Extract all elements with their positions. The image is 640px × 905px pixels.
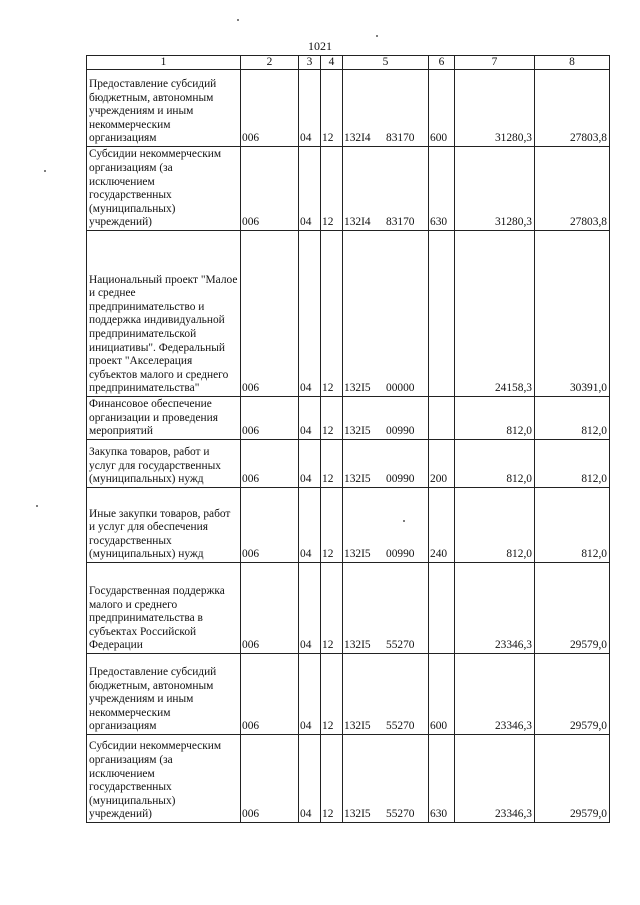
- row-name: Национальный проект "Малое и среднее предпринимательство и поддержка индивидуальной предпринимательской инициативы". Федеральный проект "Акселерация субъектов малого и среднего предпринимательства": [87, 231, 241, 397]
- table-row: [87, 488, 610, 563]
- row-name: Иные закупки товаров, работ и услуг для обеспечения государственных (муниципальных) нужд: [87, 488, 241, 563]
- cell-col7: 23346,3: [455, 735, 535, 823]
- cell-col5: [343, 147, 429, 231]
- cell-col2: 006: [241, 70, 299, 147]
- cell-col2: 006: [241, 488, 299, 563]
- csr-code-part2: 83170: [386, 216, 415, 229]
- csr-code-part2: 00000: [386, 382, 415, 395]
- cell-col3: 04: [299, 654, 321, 735]
- scan-speck: [237, 19, 239, 21]
- header-cell: 1: [87, 56, 241, 70]
- cell-col3: 04: [299, 735, 321, 823]
- cell-col6: 240: [429, 488, 455, 563]
- cell-col4: 12: [321, 488, 343, 563]
- cell-col6: 630: [429, 735, 455, 823]
- csr-code-part2: 83170: [386, 132, 415, 145]
- csr-code-part2: 00990: [386, 548, 415, 561]
- header-cell: 5: [343, 56, 429, 70]
- cell-col6: 600: [429, 654, 455, 735]
- cell-col7: 23346,3: [455, 654, 535, 735]
- cell-col6: [429, 231, 455, 397]
- cell-col5: [343, 563, 429, 654]
- row-name: Предоставление субсидий бюджетным, автономным учреждениям и иным некоммерческим организациям: [87, 654, 241, 735]
- scan-speck: [376, 35, 378, 37]
- cell-col6: [429, 397, 455, 440]
- cell-col2: 006: [241, 735, 299, 823]
- row-name: Субсидии некоммерческим организациям (за исключением государственных (муниципальных) учреждений): [87, 735, 241, 823]
- cell-col6: 630: [429, 147, 455, 231]
- cell-col8: 29579,0: [535, 563, 610, 654]
- row-name: Закупка товаров, работ и услуг для государственных (муниципальных) нужд: [87, 440, 241, 488]
- cell-col5: [343, 397, 429, 440]
- cell-col3: 04: [299, 563, 321, 654]
- table-row: [87, 563, 610, 654]
- csr-code-part1: 132I5: [344, 473, 371, 486]
- header-cell: 4: [321, 56, 343, 70]
- csr-code-part1: 132I4: [344, 132, 371, 145]
- cell-col7: 31280,3: [455, 70, 535, 147]
- cell-col5: [343, 654, 429, 735]
- table-row: [87, 70, 610, 147]
- cell-col5: [343, 231, 429, 397]
- cell-col5: [343, 440, 429, 488]
- cell-col4: 12: [321, 147, 343, 231]
- cell-col4: 12: [321, 397, 343, 440]
- cell-col8: 812,0: [535, 440, 610, 488]
- cell-col2: 006: [241, 654, 299, 735]
- csr-code-part1: 132I5: [344, 425, 371, 438]
- page-number: 1021: [308, 39, 332, 53]
- csr-code-part2: 55270: [386, 720, 415, 733]
- cell-col2: 006: [241, 563, 299, 654]
- cell-col4: 12: [321, 563, 343, 654]
- cell-col7: 23346,3: [455, 563, 535, 654]
- cell-col6: [429, 563, 455, 654]
- budget-table: [86, 55, 610, 823]
- cell-col5: [343, 488, 429, 563]
- cell-col8: 29579,0: [535, 735, 610, 823]
- cell-col4: 12: [321, 735, 343, 823]
- table-row: [87, 231, 610, 397]
- csr-code-part2: 00990: [386, 425, 415, 438]
- cell-col6: 200: [429, 440, 455, 488]
- cell-col3: 04: [299, 70, 321, 147]
- cell-col2: 006: [241, 397, 299, 440]
- csr-code-part1: 132I5: [344, 639, 371, 652]
- cell-col8: 812,0: [535, 397, 610, 440]
- scan-speck: [44, 170, 46, 172]
- table-header-row: [87, 56, 610, 70]
- row-name: Предоставление субсидий бюджетным, автономным учреждениям и иным некоммерческим организациям: [87, 70, 241, 147]
- scan-speck: [36, 505, 38, 507]
- cell-col3: 04: [299, 231, 321, 397]
- cell-col2: 006: [241, 440, 299, 488]
- cell-col3: 04: [299, 147, 321, 231]
- cell-col3: 04: [299, 440, 321, 488]
- cell-col4: 12: [321, 440, 343, 488]
- cell-col2: 006: [241, 147, 299, 231]
- cell-col7: 812,0: [455, 440, 535, 488]
- csr-code-part1: 132I5: [344, 548, 371, 561]
- cell-col7: 24158,3: [455, 231, 535, 397]
- cell-col3: 04: [299, 488, 321, 563]
- cell-col4: 12: [321, 654, 343, 735]
- row-name: Финансовое обеспечение организации и проведения мероприятий: [87, 397, 241, 440]
- cell-col8: 812,0: [535, 488, 610, 563]
- csr-code-part1: 132I5: [344, 720, 371, 733]
- cell-col5: [343, 735, 429, 823]
- cell-col8: 27803,8: [535, 70, 610, 147]
- csr-code-part1: 132I5: [344, 382, 371, 395]
- table-row: [87, 147, 610, 231]
- row-name: Государственная поддержка малого и среднего предпринимательства в субъектах Российской Федерации: [87, 563, 241, 654]
- cell-col8: 27803,8: [535, 147, 610, 231]
- header-cell: 7: [455, 56, 535, 70]
- header-cell: 2: [241, 56, 299, 70]
- cell-col8: 30391,0: [535, 231, 610, 397]
- cell-col7: 812,0: [455, 397, 535, 440]
- header-cell: 6: [429, 56, 455, 70]
- cell-col4: 12: [321, 231, 343, 397]
- csr-code-part2: 55270: [386, 639, 415, 652]
- table-row: [87, 397, 610, 440]
- cell-col7: 812,0: [455, 488, 535, 563]
- table-row: [87, 654, 610, 735]
- cell-col3: 04: [299, 397, 321, 440]
- cell-col4: 12: [321, 70, 343, 147]
- csr-code-part2: 00990: [386, 473, 415, 486]
- cell-col5: [343, 70, 429, 147]
- header-cell: 8: [535, 56, 610, 70]
- row-name: Субсидии некоммерческим организациям (за исключением государственных (муниципальных) учреждений): [87, 147, 241, 231]
- csr-code-part1: 132I4: [344, 216, 371, 229]
- table-row: [87, 735, 610, 823]
- cell-col6: 600: [429, 70, 455, 147]
- cell-col8: 29579,0: [535, 654, 610, 735]
- csr-code-part1: 132I5: [344, 808, 371, 821]
- cell-col2: 006: [241, 231, 299, 397]
- table-row: [87, 440, 610, 488]
- cell-col7: 31280,3: [455, 147, 535, 231]
- csr-code-part2: 55270: [386, 808, 415, 821]
- header-cell: 3: [299, 56, 321, 70]
